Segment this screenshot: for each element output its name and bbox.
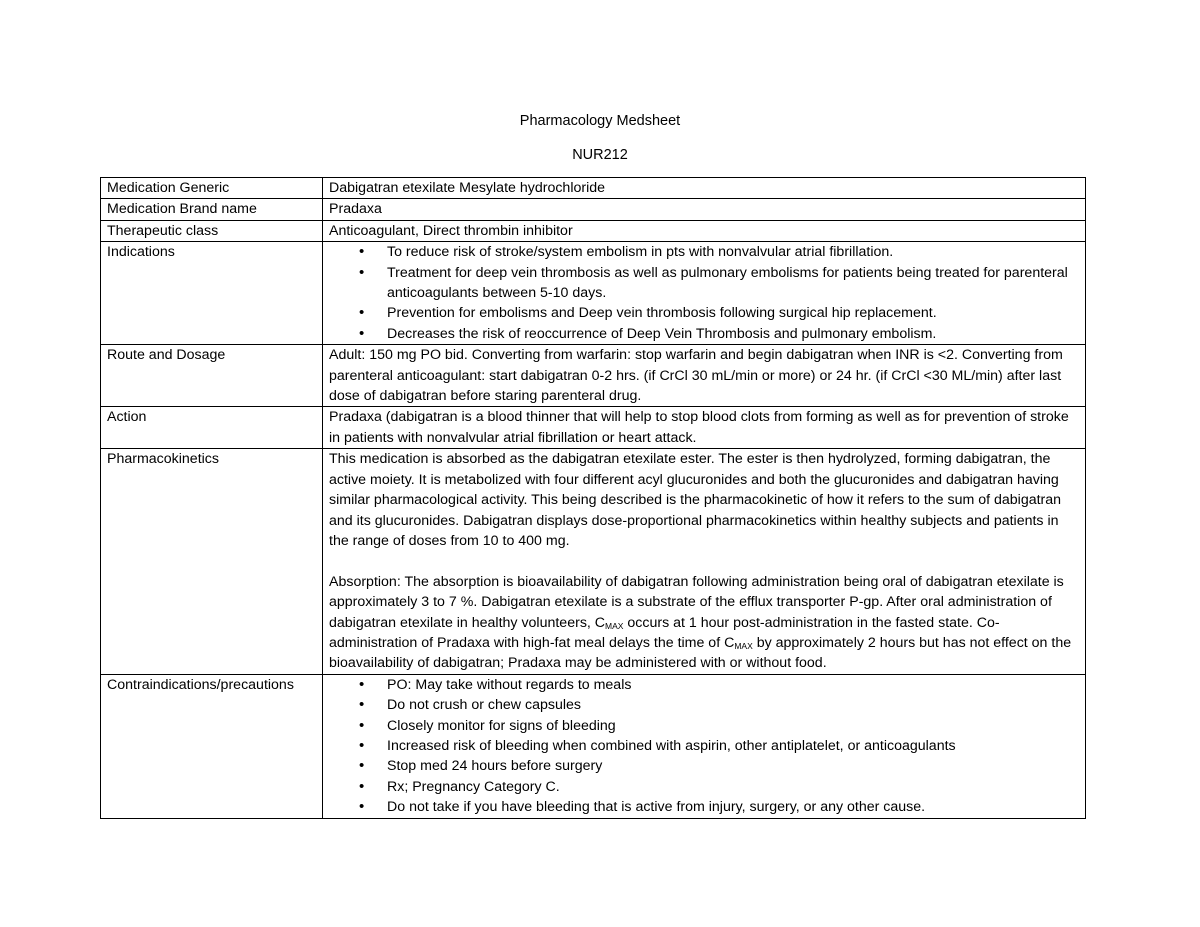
list-item: • PO: May take without regards to meals: [387, 675, 1081, 695]
value-class: Anticoagulant, Direct thrombin inhibitor: [323, 220, 1086, 241]
label-indications: Indications: [101, 242, 323, 345]
document-title: Pharmacology Medsheet: [519, 113, 681, 129]
row-pharmacokinetics: [101, 449, 1086, 674]
row-brand: [101, 199, 1086, 220]
list-item: • Prevention for embolisms and Deep vein thrombosis following surgical hip replacement.: [387, 303, 1081, 323]
cmax-subscript: MAX: [734, 640, 753, 651]
list-item: • Stop med 24 hours before surgery: [387, 756, 1081, 776]
absorption-text-c: by approximately 2 hours but has not effect on the bioavailability of dabigatran; Pradaxa may be administered with or without food.: [329, 634, 1072, 672]
value-action: Pradaxa (dabigatran is a blood thinner that will help to stop blood clots from forming as well as for prevention of stroke in patients with nonvalvular atrial fibrillation or heart attack.: [323, 407, 1086, 449]
list-item: • Rx; Pregnancy Category C.: [387, 777, 1081, 797]
label-pharmacokinetics: Pharmacokinetics: [101, 449, 323, 674]
row-class: [101, 220, 1086, 241]
pk-paragraph: This medication is absorbed as the dabigatran etexilate ester. The ester is then hydrolyzed, forming dabigatran, the active moiety. It is metabolized with four different acyl glucuronides and both the glucuronides and dabigatran having similar pharmacological activity. This being described is the pharmacokinetic of how it refers to the sum of dabigatran and its glucuronides. Dabigatran displays dose-proportional pharmacokinetics within healthy subjects and patients in the range of doses from 10 to 400 mg.: [329, 451, 1062, 549]
list-item: • Treatment for deep vein thrombosis as well as pulmonary embolisms for patients being treated for parenteral anticoagulants between 5-10 days.: [387, 263, 1081, 304]
indications-list: [329, 242, 1081, 344]
value-pharmacokinetics: [323, 449, 1086, 674]
label-route: Route and Dosage: [101, 345, 323, 407]
course-code: NUR212: [572, 147, 628, 163]
row-generic: [101, 178, 1086, 199]
list-item: • Increased risk of bleeding when combined with aspirin, other antiplatelet, or anticoagulants: [387, 736, 1081, 756]
absorption-paragraph: [329, 572, 1081, 674]
contraindications-list: [329, 675, 1081, 818]
label-action: Action: [101, 407, 323, 449]
medsheet-table: [100, 177, 1086, 819]
list-item: • Do not take if you have bleeding that is active from injury, surgery, or any other cause.: [387, 797, 1081, 817]
label-class: Therapeutic class: [101, 220, 323, 241]
list-item: • Closely monitor for signs of bleeding: [387, 716, 1081, 736]
row-route: [101, 345, 1086, 407]
value-indications: [323, 242, 1086, 345]
value-contraindications: [323, 674, 1086, 818]
list-item: • Do not crush or chew capsules: [387, 695, 1081, 715]
row-contraindications: [101, 674, 1086, 818]
absorption-text-b: occurs at 1 hour post-administration in the fasted state. Co-administration of Pradaxa with high-fat meal delays the time of C: [329, 614, 1000, 651]
absorption-text-a: Absorption: The absorption is bioavailability of dabigatran following administration being oral of dabigatran etexilate is approximately 3 to 7 %. Dabigatran etexilate is a substrate of the efflux transporter P-gp. After oral administration of dabigatran etexilate in healthy volunteers, C: [329, 573, 1064, 631]
label-generic: Medication Generic: [101, 178, 323, 199]
row-indications: [101, 242, 1086, 345]
list-item: • To reduce risk of stroke/system embolism in pts with nonvalvular atrial fibrillation.: [387, 242, 1081, 262]
cmax-subscript: MAX: [605, 620, 624, 631]
list-item: • Decreases the risk of reoccurrence of Deep Vein Thrombosis and pulmonary embolism.: [387, 324, 1081, 344]
label-contraindications: Contraindications/precautions: [101, 674, 323, 818]
value-generic: Dabigatran etexilate Mesylate hydrochloride: [323, 178, 1086, 199]
row-action: [101, 407, 1086, 449]
value-brand: Pradaxa: [323, 199, 1086, 220]
value-route: Adult: 150 mg PO bid. Converting from warfarin: stop warfarin and begin dabigatran when INR is <2. Converting from parenteral anticoagulant: start dabigatran 0-2 hrs. (if CrCl 30 mL/min or more) or 24 hr. (if CrCl <30 ML/min) after last dose of dabigatran before staring parenteral drug.: [323, 345, 1086, 407]
label-brand: Medication Brand name: [101, 199, 323, 220]
